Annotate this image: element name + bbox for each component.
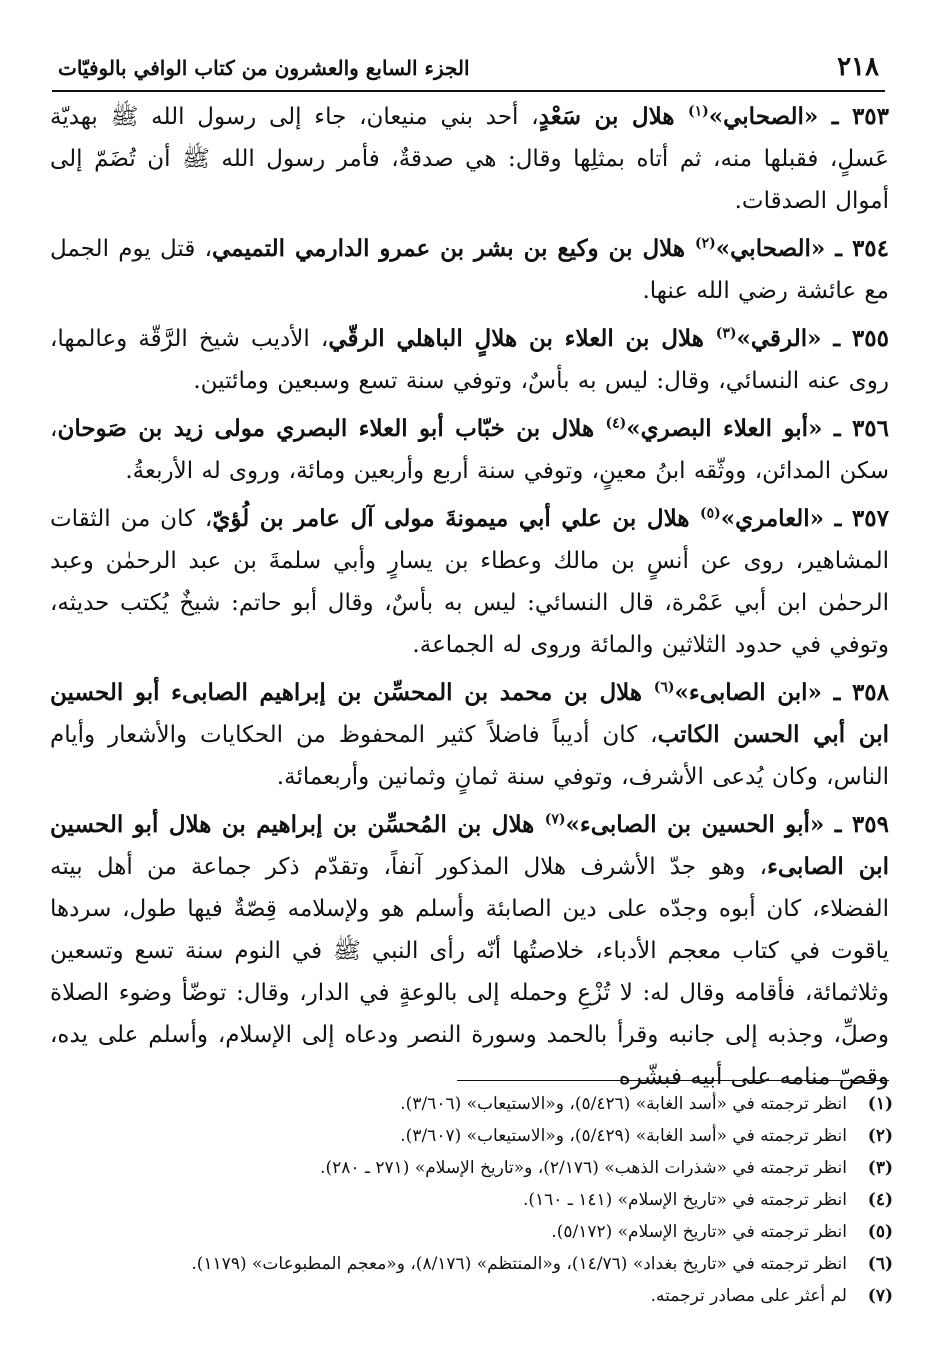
entry-separator: ـ xyxy=(825,235,852,262)
entry-separator xyxy=(594,415,605,442)
entry-nisba: «أبو العلاء البصري» xyxy=(626,415,823,442)
footnote-text: انظر ترجمته في «تاريخ الإسلام» (١٤١ ـ ١٦٠). xyxy=(522,1190,847,1210)
biography-entry xyxy=(50,498,889,666)
entry-separator: ـ xyxy=(824,811,852,838)
entry-name: هلال بن خبّاب أبو العلاء البصري مولى زيد بن صَوحان xyxy=(57,415,595,442)
running-title: الجزء السابع والعشرون من كتاب الوافي بالوفيّات xyxy=(58,56,470,80)
entry-body: ، قتل يوم الجمل مع عائشة رضي الله عنها. xyxy=(50,236,889,304)
footnote-ref: (٢) xyxy=(694,235,716,252)
footnote-ref: (٤) xyxy=(605,415,627,432)
entry-separator: ـ xyxy=(821,679,852,706)
biography-entry xyxy=(50,408,889,492)
footnote-item xyxy=(60,1280,893,1312)
footnote-ref: (٦) xyxy=(653,679,675,696)
entry-number: ٣٥٤ xyxy=(851,235,889,262)
footnote-mark: (٥) xyxy=(867,1222,893,1242)
entry-body: ، سكن المدائن، ووثّقه ابنُ معينٍ، وتوفي سنة أربع وأربعين ومائة، وروى له الأربعةُ. xyxy=(50,416,889,484)
entry-number: ٣٥٣ xyxy=(851,103,889,130)
entry-separator xyxy=(689,505,700,532)
entries-list xyxy=(50,96,889,1104)
entry-number: ٣٥٦ xyxy=(851,415,889,442)
entry-separator: ـ xyxy=(818,103,852,130)
entry-nisba: «العامري» xyxy=(720,505,825,532)
biography-entry xyxy=(50,228,889,312)
footnote-item xyxy=(60,1216,893,1248)
entry-body: ، وهو جدّ الأشرف هلال المذكور آنفاً، وتقدّم ذكر جماعة من أهل بيته الفضلاء، كان أبوه وجدّه على دين الصابئة وأسلم هو ولإسلامه قِصّةٌ فيها طول، سردها ياقوت في كتاب معجم الأدباء، خلاصتُها أنّه رأى النبي ﷺ في النوم سنة تسع وتسعين وثلاثمائة، فأقامه وقال له: لا تُزْعِ وحمله إلى بالوعةٍ في الدار، وقال: توضّأ وضوء الصلاة وصلِّ، وجذبه إلى جانبه وقرأ بالحمد وسورة النصر ودعاه إلى الإسلام، وأسلم على يده، وقصّ منامه على أبيه فبشّره xyxy=(50,854,889,1090)
entry-number: ٣٥٧ xyxy=(851,505,889,532)
page-header xyxy=(58,28,879,88)
entry-nisba: «ابن الصابىء» xyxy=(674,679,822,706)
footnote-item xyxy=(60,1184,893,1216)
entry-separator xyxy=(534,811,544,838)
entry-body: ، أحد بني منيعان، جاء إلى رسول الله ﷺ بهديّة عَسلٍ، فقبلها منه، ثم أتاه بمثلِها وقال: هي صدقةٌ، فأمر رسول الله ﷺ أن تُضَمّ إلى أموال الصدقات. xyxy=(50,104,889,214)
footnote-ref: (١) xyxy=(687,103,709,120)
footnote-text: لم أعثر على مصادر ترجمته. xyxy=(650,1286,847,1306)
entry-separator: ـ xyxy=(824,505,852,532)
entry-number: ٣٥٩ xyxy=(851,811,889,838)
footnote-item xyxy=(60,1120,893,1152)
entry-name: هلال بن وكيع بن بشر بن عمرو الدارمي التميمي xyxy=(212,235,686,262)
biography-entry xyxy=(50,318,889,402)
entry-name: هلال بن العلاء بن هلالٍ الباهلي الرقّي xyxy=(328,325,704,352)
footnote-text: انظر ترجمته في «تاريخ الإسلام» (٥/١٧٢). xyxy=(551,1222,847,1242)
entry-body: ، كان من الثقات المشاهير، روى عن أنسٍ بن مالك وعطاء بن يسارٍ وأبي سلمةَ بن عبد الرحمٰن وعبد الرحمٰن ابن أبي عَمْرة، قال النسائي: ليس به بأسٌ، وقال أبو حاتم: شيخٌ يُكتب حديثه، وتوفي في حدود الثلاثين والمائة وروى له الجماعة. xyxy=(50,506,889,658)
entry-number: ٣٥٥ xyxy=(851,325,889,352)
entry-name: هلال بن المُحسِّن بن إبراهيم بن هلال أبو الحسين ابن الصابىء xyxy=(50,811,890,880)
footnote-mark: (٦) xyxy=(867,1254,893,1274)
entry-nisba: «أبو الحسين بن الصابىء» xyxy=(565,811,825,838)
footnote-rule xyxy=(457,1080,889,1081)
footnote-text: انظر ترجمته في «شذرات الذهب» (٢/١٧٦)، و«تاريخ الإسلام» (٢٧١ ـ ٢٨٠). xyxy=(320,1158,847,1178)
entry-body: ، الأديب شيخ الرَّقّة وعالمها، روى عنه النسائي، وقال: ليس به بأسٌ، وتوفي سنة تسع وسبعين ومائتين. xyxy=(50,326,889,394)
entry-separator xyxy=(704,325,716,352)
footnote-item xyxy=(60,1088,893,1120)
entry-number: ٣٥٨ xyxy=(851,679,890,706)
entry-separator xyxy=(685,235,695,262)
footnotes-list xyxy=(60,1088,893,1312)
biography-entry xyxy=(50,672,889,798)
entry-separator: ـ xyxy=(821,325,852,352)
entry-separator xyxy=(674,103,687,130)
footnote-text: انظر ترجمته في «تاريخ بغداد» (١٤/٧٦)، و«المنتظم» (٨/١٧٦)، و«معجم المطبوعات» (١١٧٩). xyxy=(191,1254,847,1274)
entry-name: هلال بن محمد بن المحسِّن بن إبراهيم الصابىء أبو الحسين ابن أبي الحسن الكاتب xyxy=(50,679,889,748)
entry-separator xyxy=(642,679,654,706)
footnote-ref: (٣) xyxy=(715,325,737,342)
footnote-item xyxy=(60,1248,893,1280)
footnote-text: انظر ترجمته في «أسد الغابة» (٥/٤٢٦)، و«الاستيعاب» (٣/٦٠٦). xyxy=(400,1094,847,1114)
entry-separator: ـ xyxy=(822,415,852,442)
footnote-mark: (٤) xyxy=(867,1190,893,1210)
footnote-mark: (٧) xyxy=(867,1286,893,1306)
footnote-item xyxy=(60,1152,893,1184)
footnote-ref: (٧) xyxy=(544,811,566,828)
biography-entry xyxy=(50,804,889,1098)
footnote-mark: (٢) xyxy=(867,1126,893,1146)
entry-name: هلال بن سَعْدٍ xyxy=(538,103,675,130)
biography-entry xyxy=(50,96,889,222)
footnote-ref: (٥) xyxy=(700,505,721,522)
entry-nisba: «الصحابي» xyxy=(715,235,826,262)
page-number: ٢١٨ xyxy=(837,52,879,82)
header-rule xyxy=(52,90,885,92)
footnote-mark: (٣) xyxy=(867,1158,893,1178)
footnote-text: انظر ترجمته في «أسد الغابة» (٥/٤٢٩)، و«الاستيعاب» (٣/٦٠٧). xyxy=(400,1126,847,1146)
entry-nisba: «الصحابي» xyxy=(708,103,819,130)
footnote-mark: (١) xyxy=(867,1094,893,1114)
entry-body: ، كان أديباً فاضلاً كثير المحفوظ من الحكايات والأشعار وأيام الناس، وكان يُدعى الأشرف، وتوفي سنة ثمانٍ وثمانين وأربعمائة. xyxy=(50,722,889,790)
entry-name: هلال بن علي أبي ميمونةَ مولى آل عامر بن لُؤيّ xyxy=(212,505,690,532)
entry-nisba: «الرقي» xyxy=(736,325,822,352)
